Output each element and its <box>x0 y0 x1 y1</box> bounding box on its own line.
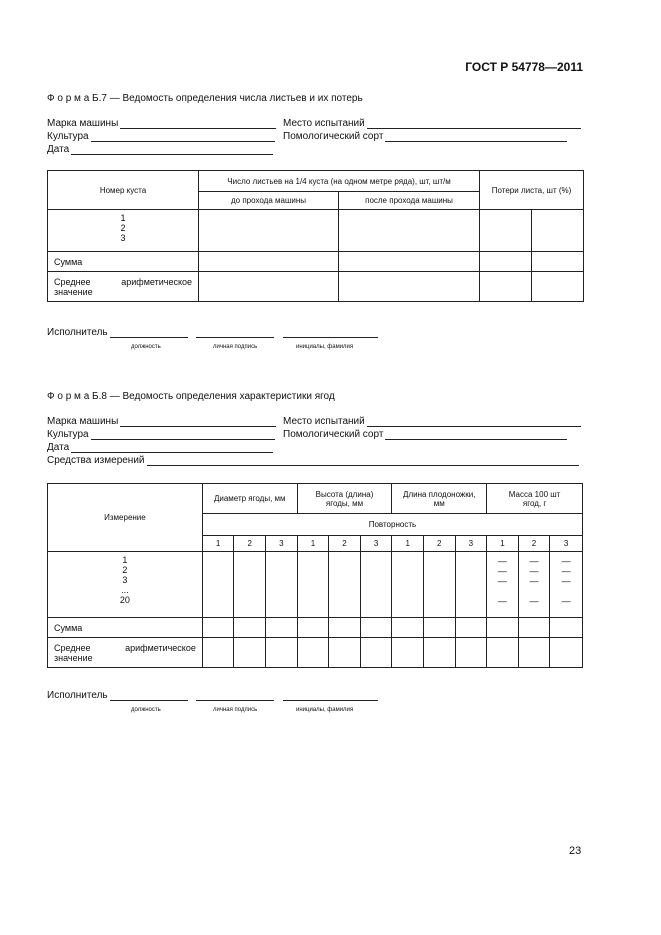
form8-cell[interactable] <box>360 638 392 668</box>
dash: — <box>561 566 571 576</box>
form8-rep-num: 2 <box>329 536 361 552</box>
form7-signature-label: Исполнитель <box>47 327 108 338</box>
form8-variety-field <box>283 429 567 440</box>
dash: — <box>497 566 507 576</box>
form8-signature-label: Исполнитель <box>47 690 108 701</box>
form8-title: Ф о р м а Б.8 — Ведомость определения характеристики ягод <box>47 391 335 402</box>
form8-col-height-a: Высота (длина) <box>315 489 374 499</box>
form7-col-bush: Номер куста <box>48 171 199 210</box>
form8-cell[interactable] <box>329 638 361 668</box>
form8-col-stalk-a: Длина плодоножки, <box>403 489 476 499</box>
dash: — <box>497 576 507 586</box>
table-row <box>48 552 583 618</box>
form8-measure-20: 20 <box>119 595 130 605</box>
form7-machine-line[interactable] <box>120 118 276 129</box>
table-row <box>48 638 583 668</box>
form8-cell[interactable] <box>202 618 234 638</box>
form8-rep-num: 3 <box>266 536 298 552</box>
form7-cell[interactable] <box>532 210 584 252</box>
form8-col-height-b: ягоды, мм <box>325 498 364 508</box>
form8-cell[interactable] <box>234 638 266 668</box>
form7-bush-numbers <box>48 210 199 252</box>
form8-place-line[interactable] <box>367 416 581 427</box>
form8-place-field <box>283 416 581 427</box>
page-number: 23 <box>569 845 582 857</box>
form8-rep-num: 1 <box>202 536 234 552</box>
form7-mean-word-a: Среднее <box>54 276 91 287</box>
form7-position-line[interactable] <box>110 336 188 338</box>
form8-rep-num: 2 <box>518 536 550 552</box>
standard-header: ГОСТ Р 54778—2011 <box>465 60 583 74</box>
form7-bush-1: 1 <box>120 213 126 223</box>
form8-date-label: Дата <box>47 442 70 453</box>
form7-variety-label: Помологический сорт <box>283 131 384 142</box>
form8-cell[interactable] <box>297 638 329 668</box>
dash: — <box>561 576 571 586</box>
form8-table <box>47 483 583 668</box>
form8-rep-num: 1 <box>392 536 424 552</box>
form8-cell[interactable] <box>360 618 392 638</box>
form8-sign-caption: личная подпись <box>213 707 258 713</box>
form8-cell[interactable] <box>202 552 234 618</box>
form7-date-label: Дата <box>47 144 70 155</box>
form8-cell[interactable] <box>297 552 329 618</box>
form8-mass-dashes-2[interactable] <box>518 552 550 618</box>
form7-sign-line[interactable] <box>196 336 274 338</box>
form8-cell[interactable] <box>518 638 550 668</box>
form8-mean-word-c: значение <box>54 652 93 663</box>
form7-cell[interactable] <box>480 252 532 272</box>
form8-rep-num: 1 <box>487 536 519 552</box>
form8-cell[interactable] <box>392 552 424 618</box>
form8-name-caption: инициалы, фамилия <box>296 707 354 713</box>
form8-position-line[interactable] <box>110 699 188 701</box>
dash: — <box>497 596 507 606</box>
form7-name-line[interactable] <box>283 336 378 338</box>
form7-place-line[interactable] <box>367 118 581 129</box>
dash: — <box>561 556 571 566</box>
form8-machine-line[interactable] <box>120 416 276 427</box>
form8-col-mass-a: Масса 100 шт <box>508 489 561 499</box>
form8-place-label: Место испытаний <box>283 416 365 427</box>
form7-bush-2: 2 <box>120 223 126 233</box>
table-row <box>48 272 584 302</box>
table-row <box>48 618 583 638</box>
form8-sum-label: Сумма <box>48 618 203 638</box>
dash: — <box>529 596 539 606</box>
form8-cell[interactable] <box>266 638 298 668</box>
form8-measure-1: 1 <box>122 555 128 565</box>
form7-cell[interactable] <box>532 252 584 272</box>
form7-col-after: после прохода машины <box>339 192 480 210</box>
form8-cell[interactable] <box>455 638 487 668</box>
form7-place-label: Место испытаний <box>283 118 365 129</box>
form8-col-stalk <box>392 484 487 514</box>
form7-table <box>47 170 584 302</box>
form8-instruments-label: Средства измерений <box>47 455 145 466</box>
form7-place-field <box>283 118 581 129</box>
form8-cell[interactable] <box>550 618 583 638</box>
form7-mean-word-c: значение <box>54 286 93 297</box>
table-row <box>48 252 584 272</box>
form8-col-stalk-b: мм <box>433 498 445 508</box>
form8-name-line[interactable] <box>283 699 378 701</box>
form8-rep-num: 2 <box>234 536 266 552</box>
form7-sign-caption: личная подпись <box>213 344 258 350</box>
form8-sign-line[interactable] <box>196 699 274 701</box>
form7-date-field <box>47 144 273 155</box>
form7-col-leaves: Число листьев на 1/4 куста (на одном метре ряда), шт, шт/м <box>199 171 480 192</box>
form7-cell[interactable] <box>480 272 532 302</box>
form8-mass-dashes-1[interactable] <box>487 552 519 618</box>
form8-rep-num: 2 <box>423 536 455 552</box>
form8-machine-label: Марка машины <box>47 416 119 427</box>
form8-cell[interactable] <box>234 552 266 618</box>
form8-mean-word-a: Среднее <box>54 642 91 653</box>
form7-variety-line[interactable] <box>385 131 567 142</box>
form8-cell[interactable] <box>329 618 361 638</box>
dash: — <box>561 596 571 606</box>
form7-position-caption: должность <box>131 344 161 350</box>
form7-variety-field <box>283 131 567 142</box>
form8-cell[interactable] <box>329 552 361 618</box>
form7-cell[interactable] <box>339 272 480 302</box>
form7-col-loss: Потери листа, шт (%) <box>480 171 584 210</box>
form8-culture-field <box>47 429 275 440</box>
form8-cell[interactable] <box>266 618 298 638</box>
form8-col-height <box>297 484 392 514</box>
form7-bush-3: 3 <box>120 233 126 243</box>
form7-date-line[interactable] <box>71 144 273 155</box>
form7-cell[interactable] <box>199 210 339 252</box>
form8-variety-line[interactable] <box>385 429 567 440</box>
form8-cell[interactable] <box>234 618 266 638</box>
form7-cell[interactable] <box>339 210 480 252</box>
form8-date-field <box>47 442 273 453</box>
form8-cell[interactable] <box>392 618 424 638</box>
form7-title: Ф о р м а Б.7 — Ведомость определения числа листьев и их потерь <box>47 93 363 104</box>
form8-cell[interactable] <box>423 552 455 618</box>
form8-cell[interactable] <box>550 638 583 668</box>
form7-cell[interactable] <box>532 272 584 302</box>
form8-instruments-line[interactable] <box>147 455 579 466</box>
form8-col-mass <box>487 484 583 514</box>
form8-cell[interactable] <box>518 618 550 638</box>
form7-cell[interactable] <box>199 252 339 272</box>
form8-cell[interactable] <box>202 638 234 668</box>
table-row <box>48 210 584 252</box>
form8-repeat-header: Повторность <box>202 514 582 536</box>
form8-cell[interactable] <box>266 552 298 618</box>
form8-cell[interactable] <box>423 618 455 638</box>
form8-measure-2: 2 <box>122 565 128 575</box>
form7-mean-word-b: арифметическое <box>121 276 192 287</box>
form8-rep-num: 3 <box>455 536 487 552</box>
form8-rep-num: 1 <box>297 536 329 552</box>
form8-cell[interactable] <box>297 618 329 638</box>
form8-cell[interactable] <box>487 618 519 638</box>
form7-machine-field <box>47 118 276 129</box>
form8-mass-dashes-3[interactable] <box>550 552 583 618</box>
form8-mean-word-b: арифметическое <box>125 642 196 653</box>
form7-culture-field <box>47 131 275 142</box>
dash: — <box>529 556 539 566</box>
form8-cell[interactable] <box>455 552 487 618</box>
form8-instruments-field <box>47 455 579 466</box>
form8-measure-numbers <box>48 552 203 618</box>
dash: — <box>529 576 539 586</box>
form7-mean-label <box>48 272 199 302</box>
form8-col-mass-b: ягод, г <box>522 498 547 508</box>
form7-culture-label: Культура <box>47 131 89 142</box>
dash: — <box>529 566 539 576</box>
form7-name-caption: инициалы, фамилия <box>296 344 354 350</box>
form7-machine-label: Марка машины <box>47 118 119 129</box>
form8-measure-3: 3 <box>122 575 128 585</box>
form8-cell[interactable] <box>455 618 487 638</box>
form8-culture-label: Культура <box>47 429 89 440</box>
form8-position-caption: должность <box>131 707 161 713</box>
form7-cell[interactable] <box>480 210 532 252</box>
form8-measure-ellipsis: ... <box>121 585 129 595</box>
form8-mean-label <box>48 638 203 668</box>
form7-col-before: до прохода машины <box>199 192 339 210</box>
form8-cell[interactable] <box>423 638 455 668</box>
form8-cell[interactable] <box>360 552 392 618</box>
form8-col-diam: Диаметр ягоды, мм <box>202 484 297 514</box>
form8-date-line[interactable] <box>71 442 273 453</box>
form8-rep-num: 3 <box>550 536 583 552</box>
dash: — <box>497 556 507 566</box>
form8-cell[interactable] <box>487 638 519 668</box>
form8-cell[interactable] <box>392 638 424 668</box>
form7-culture-line[interactable] <box>91 131 275 142</box>
form8-col-measure: Измерение <box>48 484 203 552</box>
form7-sum-label: Сумма <box>48 252 199 272</box>
form8-culture-line[interactable] <box>91 429 275 440</box>
form8-rep-num: 3 <box>360 536 392 552</box>
form8-machine-field <box>47 416 276 427</box>
form7-cell[interactable] <box>339 252 480 272</box>
form8-variety-label: Помологический сорт <box>283 429 384 440</box>
form7-cell[interactable] <box>199 272 339 302</box>
